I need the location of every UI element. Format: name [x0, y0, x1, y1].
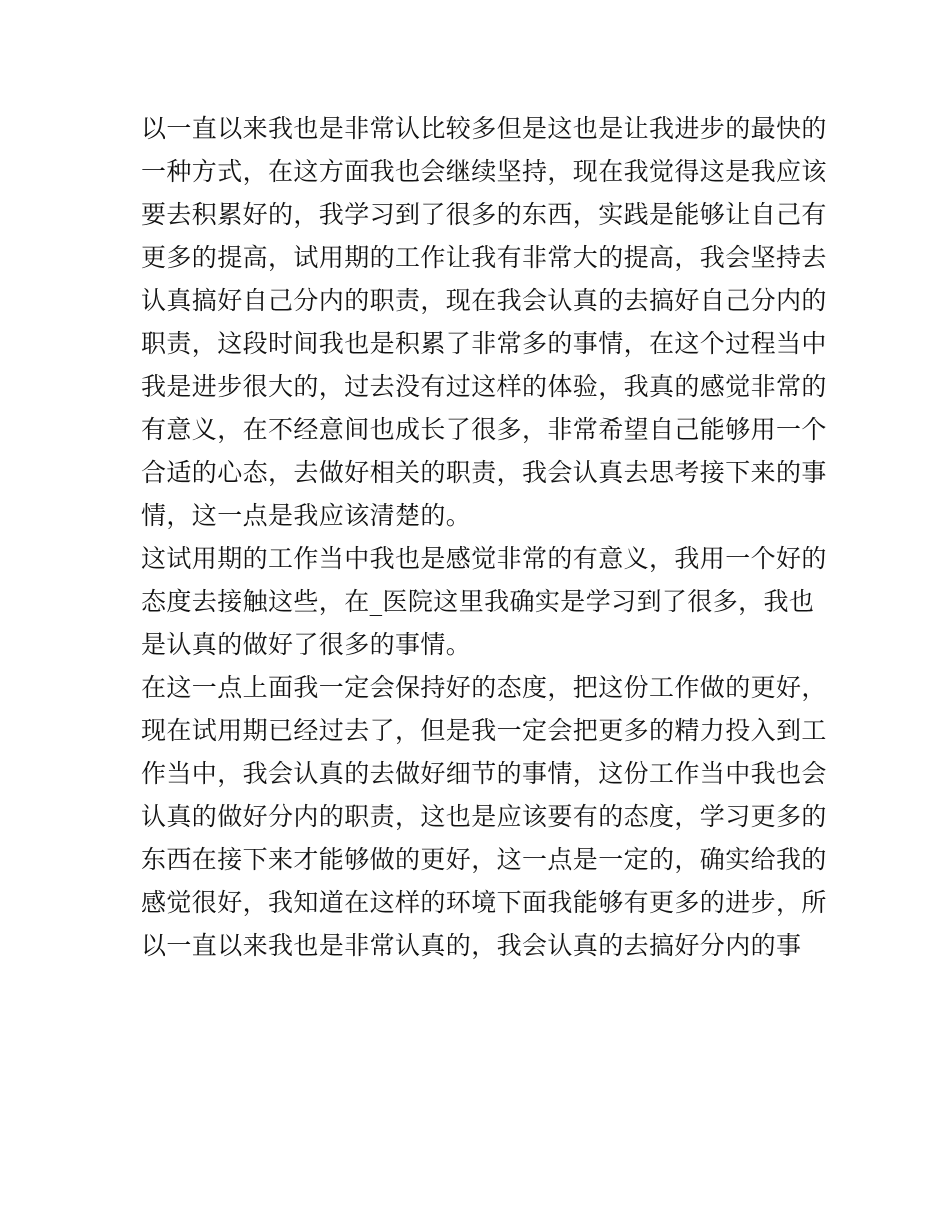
text-line: 情，这一点是我应该清楚的。: [141, 501, 472, 530]
text-line: 态度去接触这些，在_医院这里我确实是学习到了很多，我也: [141, 587, 815, 616]
text-line: 一种方式，在这方面我也会继续坚持，现在我觉得这是我应该: [141, 157, 827, 186]
text-line: 这试用期的工作当中我也是感觉非常的有意义，我用一个好的: [141, 544, 827, 573]
text-line: 东西在接下来才能够做的更好，这一点是一定的，确实给我的: [141, 845, 827, 874]
text-line: 作当中，我会认真的去做好细节的事情，这份工作当中我也会: [141, 759, 827, 788]
document-body: [141, 107, 827, 967]
text-line: 感觉很好，我知道在这样的环境下面我能够有更多的进步，所: [141, 888, 827, 917]
text-line: 认真的做好分内的职责，这也是应该要有的态度，学习更多的: [141, 802, 827, 831]
text-line: 是认真的做好了很多的事情。: [141, 630, 472, 659]
text-line: 我是进步很大的，过去没有过这样的体验，我真的感觉非常的: [141, 372, 827, 401]
text-line: 在这一点上面我一定会保持好的态度，把这份工作做的更好，: [141, 673, 827, 702]
text-line: 现在试用期已经过去了，但是我一定会把更多的精力投入到工: [141, 716, 827, 745]
text-line: 更多的提高，试用期的工作让我有非常大的提高，我会坚持去: [141, 243, 827, 272]
text-line: 合适的心态，去做好相关的职责，我会认真去思考接下来的事: [141, 458, 827, 487]
text-line: 认真搞好自己分内的职责，现在我会认真的去搞好自己分内的: [141, 286, 827, 315]
text-line: 职责，这段时间我也是积累了非常多的事情，在这个过程当中: [141, 329, 827, 358]
text-line: 以一直以来我也是非常认比较多但是这也是让我进步的最快的: [141, 114, 827, 143]
text-line: 以一直以来我也是非常认真的，我会认真的去搞好分内的事: [141, 931, 802, 960]
text-line: 有意义，在不经意间也成长了很多，非常希望自己能够用一个: [141, 415, 827, 444]
text-line: 要去积累好的，我学习到了很多的东西，实践是能够让自己有: [141, 200, 827, 229]
